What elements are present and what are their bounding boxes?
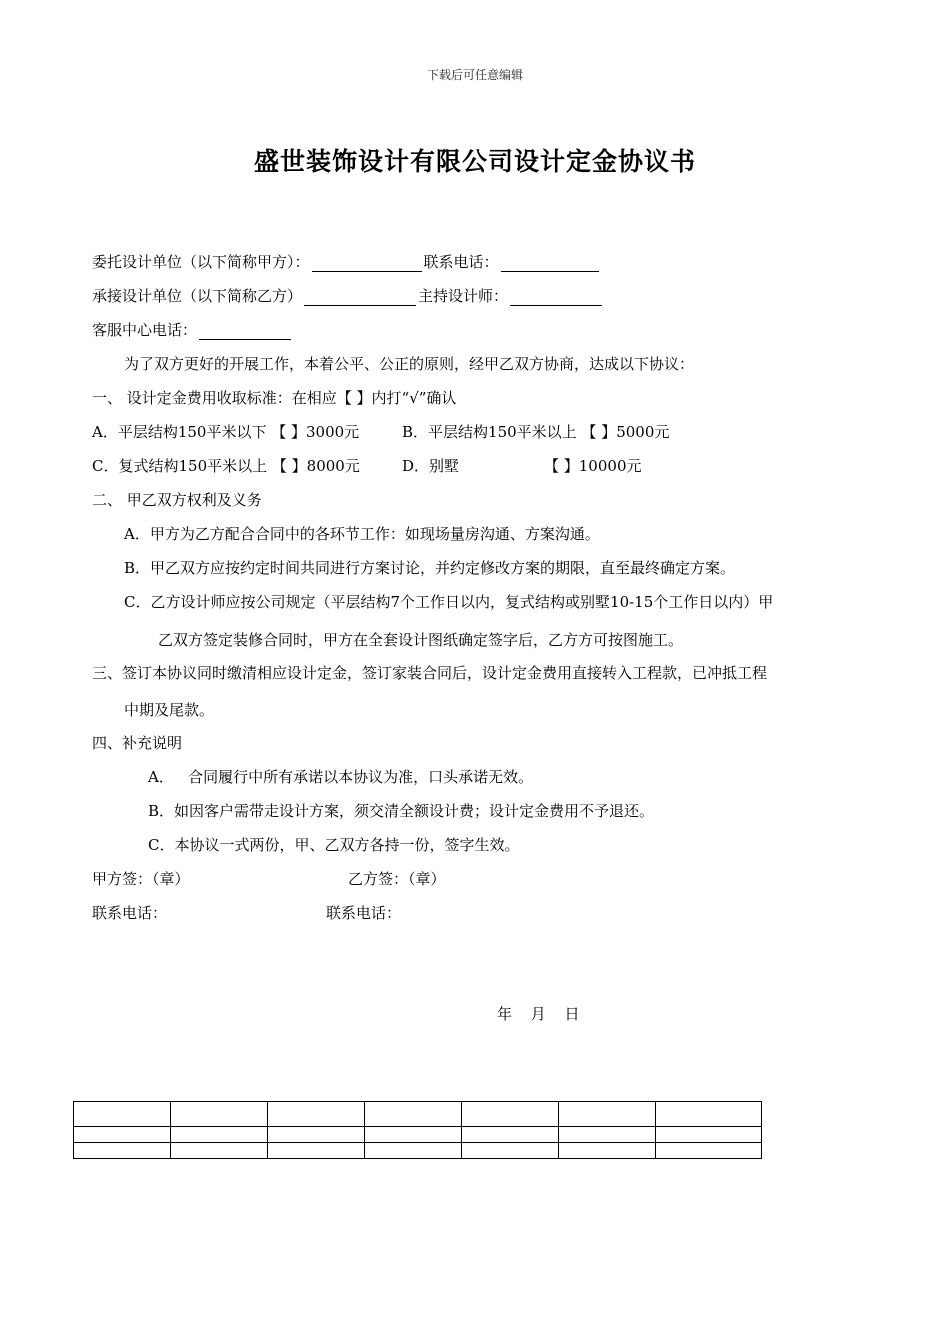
- party-a-unit-blank[interactable]: [312, 255, 422, 272]
- fee-option-b: B．平层结构150平米以上 【 】5000元: [402, 423, 670, 441]
- section2-item-c-line1: C．乙方设计师应按公司规定（平层结构7个工作日以内，复式结构或别墅10-15个工作日以内）甲: [124, 593, 774, 611]
- section2-item-c-line2: 乙双方签定装修合同时，甲方在全套设计图纸确定签字后，乙方方可按图施工。: [158, 631, 684, 649]
- table-cell: [74, 1127, 171, 1143]
- table-cell: [171, 1143, 268, 1159]
- party-a-row: [92, 252, 601, 272]
- intro-paragraph: 为了双方更好的开展工作，本着公平、公正的原则，经甲乙双方协商，达成以下协议：: [124, 355, 695, 373]
- party-b-contact-phone: 联系电话：: [326, 904, 402, 922]
- section2-heading: 二、 甲乙双方权利及义务: [92, 491, 262, 509]
- section4-item-c: C．本协议一式两份，甲、乙双方各持一份，签字生效。: [148, 836, 520, 854]
- table-row: [74, 1127, 762, 1143]
- section1-heading: 一、 设计定金费用收取标准：在相应【 】内打“√”确认: [92, 389, 457, 407]
- table-cell: [365, 1127, 462, 1143]
- table-cell: [74, 1102, 171, 1127]
- table-cell: [559, 1143, 656, 1159]
- fee-option-d-box: 【 】10000元: [544, 457, 642, 475]
- section2-item-b: B．甲乙双方应按约定时间共同进行方案讨论，并约定修改方案的期限，直至最终确定方案。: [124, 559, 736, 577]
- table-cell: [268, 1127, 365, 1143]
- designer-label: 主持设计师：: [418, 287, 509, 305]
- table-cell: [365, 1102, 462, 1127]
- table-cell: [268, 1143, 365, 1159]
- party-b-row: [92, 286, 604, 306]
- section3-line1: 三、签订本协议同时缴清相应设计定金，签订家装合同后，设计定金费用直接转入工程款，已冲抵工程: [92, 664, 768, 682]
- service-phone-row: [92, 320, 293, 340]
- table-cell: [656, 1143, 762, 1159]
- service-phone-label: 客服中心电话：: [92, 321, 198, 339]
- designer-blank[interactable]: [510, 289, 602, 306]
- fee-option-d: D．别墅: [402, 457, 460, 475]
- table-cell: [268, 1102, 365, 1127]
- footer-table: [73, 1101, 762, 1159]
- table-cell: [171, 1102, 268, 1127]
- party-b-unit-label: 承接设计单位（以下简称乙方）: [92, 287, 303, 305]
- party-a-contact-phone: 联系电话：: [92, 904, 168, 922]
- party-a-unit-label: 委托设计单位（以下简称甲方）：: [92, 253, 310, 271]
- table-cell: [559, 1127, 656, 1143]
- fee-option-c: C．复式结构150平米以上 【 】8000元: [92, 457, 360, 475]
- table-cell: [656, 1127, 762, 1143]
- section4-heading: 四、补充说明: [92, 734, 183, 752]
- table-cell: [365, 1143, 462, 1159]
- section3-line2: 中期及尾款。: [124, 701, 215, 719]
- service-phone-blank[interactable]: [199, 323, 291, 340]
- party-b-unit-blank[interactable]: [304, 289, 416, 306]
- table-cell: [462, 1127, 559, 1143]
- party-a-signature: 甲方签：（章）: [92, 870, 190, 888]
- party-a-phone-blank[interactable]: [501, 255, 599, 272]
- table-cell: [462, 1143, 559, 1159]
- table-cell: [656, 1102, 762, 1127]
- table-cell: [559, 1102, 656, 1127]
- section2-item-a: A．甲方为乙方配合合同中的各环节工作：如现场量房沟通、方案沟通。: [124, 525, 600, 543]
- table-row: [74, 1143, 762, 1159]
- table-cell: [74, 1143, 171, 1159]
- party-b-signature: 乙方签：（章）: [348, 870, 446, 888]
- section4-item-b: B．如因客户需带走设计方案，须交清全额设计费；设计定金费用不予退还。: [148, 802, 655, 820]
- date-line: 年 月 日: [497, 1005, 580, 1023]
- party-a-phone-label: 联系电话：: [423, 253, 499, 271]
- header-note: 下载后可任意编辑: [426, 68, 523, 82]
- table-cell: [171, 1127, 268, 1143]
- section4-item-a: A． 合同履行中所有承诺以本协议为准，口头承诺无效。: [148, 768, 534, 786]
- document-title: 盛世装饰设计有限公司设计定金协议书: [253, 147, 696, 176]
- table-cell: [462, 1102, 559, 1127]
- fee-option-a: A．平层结构150平米以下 【 】3000元: [92, 423, 360, 441]
- table-row: [74, 1102, 762, 1127]
